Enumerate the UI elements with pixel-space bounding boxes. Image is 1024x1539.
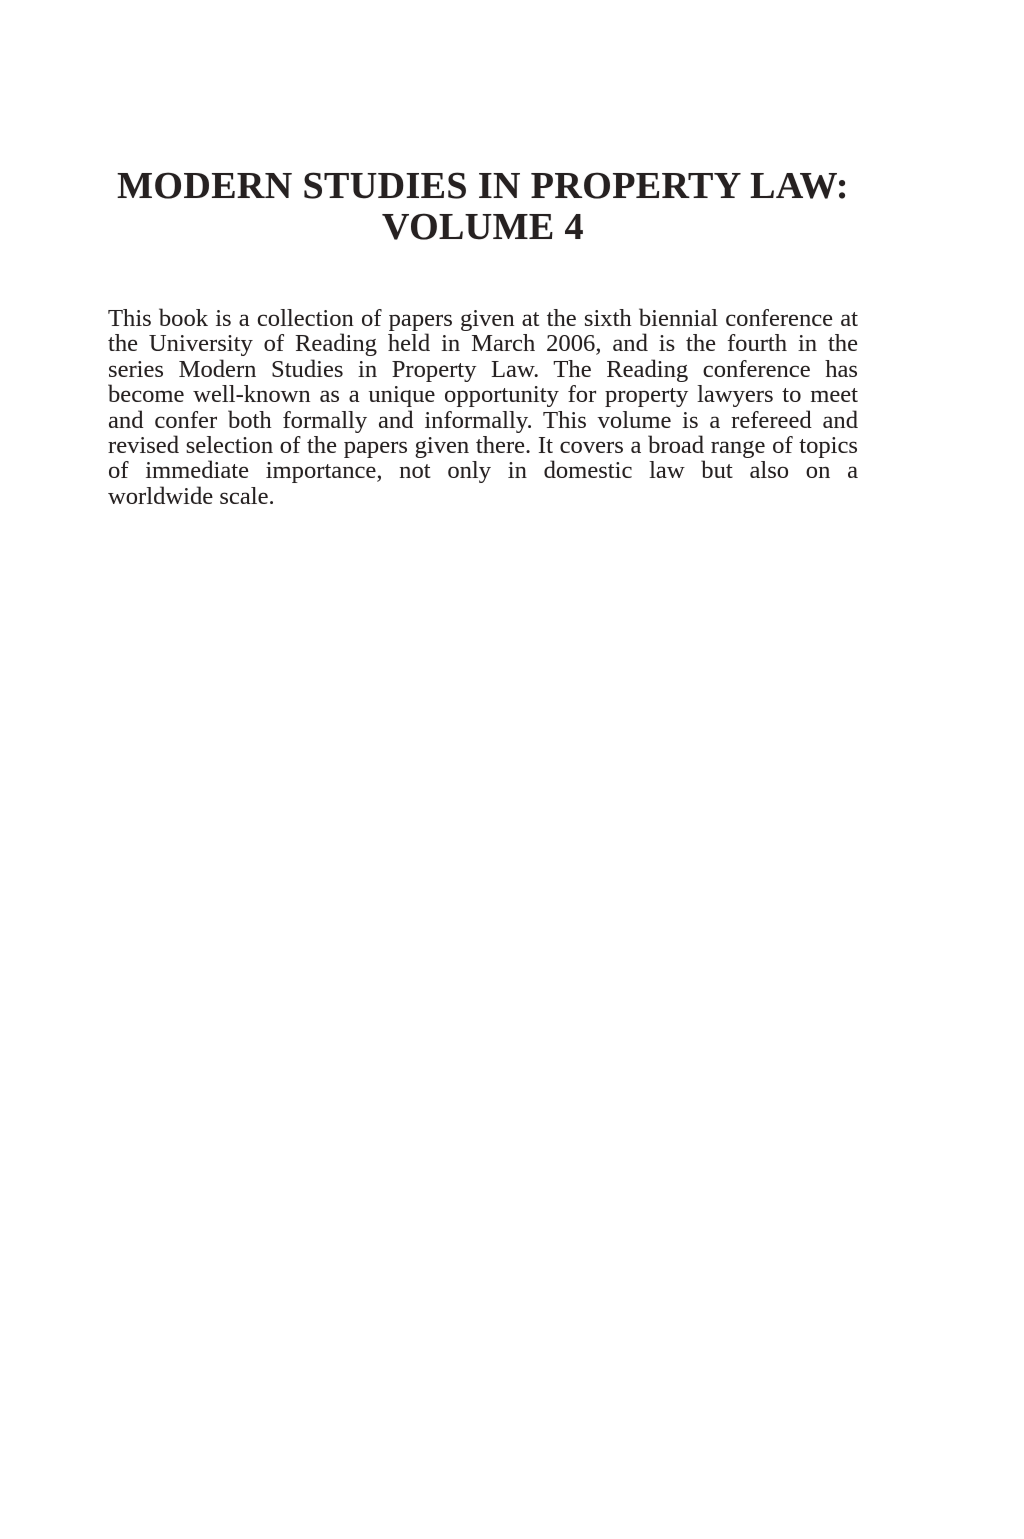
intro-paragraph (108, 306, 858, 509)
paragraph-line: revised selection of the papers given there. It covers a broad range of topics (108, 432, 858, 459)
paragraph-line: worldwide scale. (108, 483, 275, 510)
paragraph-line: and confer both formally and informally. This volume is a refereed and (108, 407, 858, 433)
title-line-1: MODERN STUDIES IN PROPERTY LAW: (117, 165, 849, 207)
title-line-2: VOLUME 4 (382, 206, 584, 248)
page-title (108, 166, 858, 248)
paragraph-line: This book is a collection of papers given at the sixth biennial conference at (108, 306, 858, 332)
paragraph-line: become well-known as a unique opportunity for property lawyers to meet (108, 382, 858, 408)
paragraph-line: of immediate importance, not only in domestic law but also on a (108, 458, 858, 484)
paragraph-line: series Modern Studies in Property Law. The Reading conference has (108, 356, 858, 383)
paragraph-line: the University of Reading held in March 2006, and is the fourth in the (108, 331, 858, 357)
